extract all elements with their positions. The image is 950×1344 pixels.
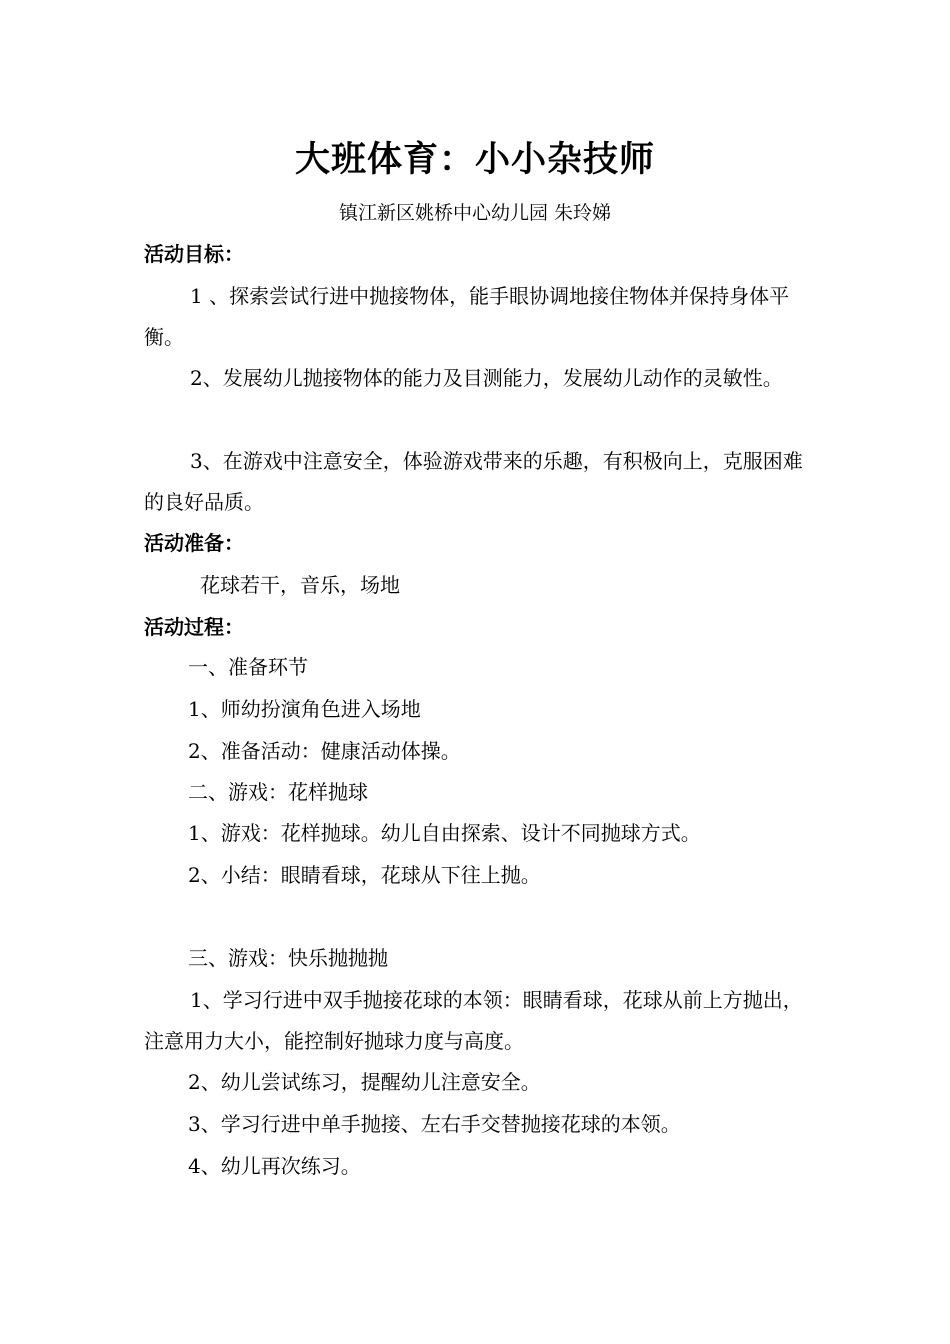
document-author: 镇江新区姚桥中心幼儿园 朱玲娣	[338, 202, 612, 224]
process-line-10: 3、学习行进中单手抛接、左右手交替抛接花球的本领。	[188, 1112, 681, 1136]
process-line-9: 2、幼儿尝试练习，提醒幼儿注意安全。	[188, 1070, 541, 1094]
process-line-3: 2、准备活动：健康活动体操。	[188, 739, 461, 763]
process-line-7: 三、游戏：快乐抛抛抛	[188, 946, 388, 970]
process-line-1: 一、准备环节	[188, 655, 308, 679]
goal-item-3: 3、在游戏中注意安全，体验游戏带来的乐趣，有积极向上，克服困难的良好品质。	[144, 449, 803, 514]
document-title: 大班体育：小小杂技师	[294, 140, 655, 180]
section-heading-goals: 活动目标：	[144, 242, 244, 266]
process-line-6: 2、小结：眼睛看球，花球从下往上抛。	[188, 863, 541, 887]
goal-item-2: 2、发展幼儿抛接物体的能力及目测能力，发展幼儿动作的灵敏性。	[190, 366, 783, 390]
section-heading-preparation: 活动准备：	[144, 531, 244, 555]
goal-item-1: 1 、探索尝试行进中抛接物体，能手眼协调地接住物体并保持身体平衡。	[144, 284, 790, 349]
process-line-4: 二、游戏：花样抛球	[188, 780, 368, 804]
process-line-2: 1、师幼扮演角色进入场地	[188, 697, 421, 721]
preparation-text: 花球若干，音乐，场地	[200, 573, 400, 597]
process-line-8: 1、学习行进中双手抛接花球的本领：眼睛看球，花球从前上方抛出，注意用力大小，能控制好抛球力度与高度。	[144, 988, 803, 1053]
process-line-11: 4、幼儿再次练习。	[188, 1154, 361, 1178]
process-line-5: 1、游戏：花样抛球。幼儿自由探索、设计不同抛球方式。	[188, 821, 701, 845]
section-heading-process: 活动过程：	[144, 615, 244, 639]
